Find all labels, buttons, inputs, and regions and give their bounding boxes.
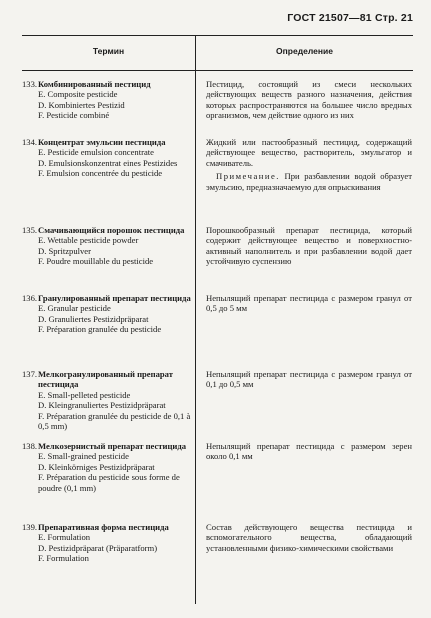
column-header-definition: Определение (276, 46, 333, 56)
definition-text: Непылящий препарат пестицида с размером гранул от 0,1 до 0,5 мм (206, 369, 412, 390)
equivalent-de: D. Pestizidpräparat (Präparatform) (38, 542, 158, 553)
equivalent-fr: F. Préparation granulée du pesticide de 0,1 à 0,5 mm) (38, 410, 191, 432)
term-name: Смачивающийся порошок пестицида (38, 225, 185, 235)
definition-text: Порошкообразный препарат пестицида, который содержит действующее вещество и поверхностно-активный наполнитель и при разбавлении водой дает устойчивую суспензию (206, 225, 412, 267)
equivalent-de: D. Emulsionskonzentrat eines Pestizides (38, 157, 178, 168)
term-cell (22, 522, 193, 564)
equivalent-fr: F. Formulation (38, 553, 89, 564)
equivalent-de: D. Spritzpulver (38, 245, 91, 256)
definition-cell (206, 137, 412, 192)
term-cell (22, 225, 193, 267)
term-number: 136. (22, 293, 38, 303)
term-cell (22, 369, 193, 431)
equivalent-de: D. Kleingranuliertes Pestizidpräparat (38, 400, 166, 411)
equivalent-fr: F. Préparation granulée du pesticide (38, 324, 162, 335)
definition-note (206, 171, 412, 192)
definition-text: Непылящий препарат пестицида с размером гранул от 0,5 до 5 мм (206, 293, 412, 314)
term-cell (22, 441, 193, 493)
equivalent-fr: F. Emulsion concentrée du pesticide (38, 168, 163, 179)
term-name: Гранулированный препарат пестицида (38, 293, 191, 303)
definition-text: Состав действующего вещества пестицида и вспомогательного вещества, обладающий установленными физико-химическими свойствами (206, 522, 412, 553)
equivalent-en: E. Granular pesticide (38, 303, 111, 314)
term-number: 133. (22, 79, 38, 89)
equivalent-en: E. Pesticide emulsion concentrate (38, 147, 154, 158)
term-number: 137. (22, 369, 38, 379)
term-cell (22, 79, 193, 121)
equivalent-fr: F. Pesticide combiné (38, 110, 110, 121)
definition-text: Пестицид, состоящий из смеси нескольких действующих веществ разного назначения, действия которых распространяются на большее число вредных организмов, чем действие одного из них (206, 79, 412, 121)
column-divider (195, 35, 196, 604)
equivalent-en: E. Wettable pesticide powder (38, 235, 139, 246)
term-number: 134. (22, 137, 38, 147)
note-label: Примечание. (216, 171, 280, 182)
table-top-rule (22, 35, 413, 36)
equivalent-fr: F. Préparation du pesticide sous forme de poudre (0,1 mm) (38, 472, 180, 493)
term-number: 138. (22, 441, 38, 451)
definition-text: Непылящий препарат пестицида с размером зерен около 0,1 мм (206, 441, 412, 462)
column-header-term: Термин (92, 46, 125, 56)
term-cell (22, 137, 193, 179)
equivalent-fr: F. Poudre mouillable du pesticide (38, 256, 154, 267)
term-number: 135. (22, 225, 38, 235)
term-cell (22, 293, 193, 335)
term-name: Комбинированный пестицид (38, 79, 151, 89)
term-name: Препаративная форма пестицида (38, 522, 169, 532)
page-header: ГОСТ 21507—81 Стр. 21 (287, 12, 413, 24)
equivalent-de: D. Kleinkörniges Pestizidpräparat (38, 461, 155, 472)
definition-text: Жидкий или пастообразный пестицид, содержащий действующее вещество, растворитель, эмульгатор и смачиватель. (206, 137, 412, 168)
equivalent-en: E. Small-grained pesticide (38, 451, 129, 462)
equivalent-de: D. Granuliertes Pestizidpräparat (38, 313, 149, 324)
equivalent-en: E. Composite pesticide (38, 89, 118, 100)
term-name: Мелкозернистый препарат пестицида (38, 441, 186, 451)
term-name: Мелкогранулированный препарат пестицида (38, 369, 173, 390)
term-number: 139. (22, 522, 38, 532)
term-name: Концентрат эмульсии пестицида (38, 137, 166, 147)
table-header-rule (22, 70, 413, 71)
equivalent-en: E. Formulation (38, 532, 91, 543)
note-text: При разбавлении водой образует эмульсию, предназначаемую для опрыскивания (206, 171, 412, 192)
equivalent-en: E. Small-pelleted pesticide (38, 389, 131, 400)
equivalent-de: D. Kombiniertes Pestizid (38, 99, 125, 110)
